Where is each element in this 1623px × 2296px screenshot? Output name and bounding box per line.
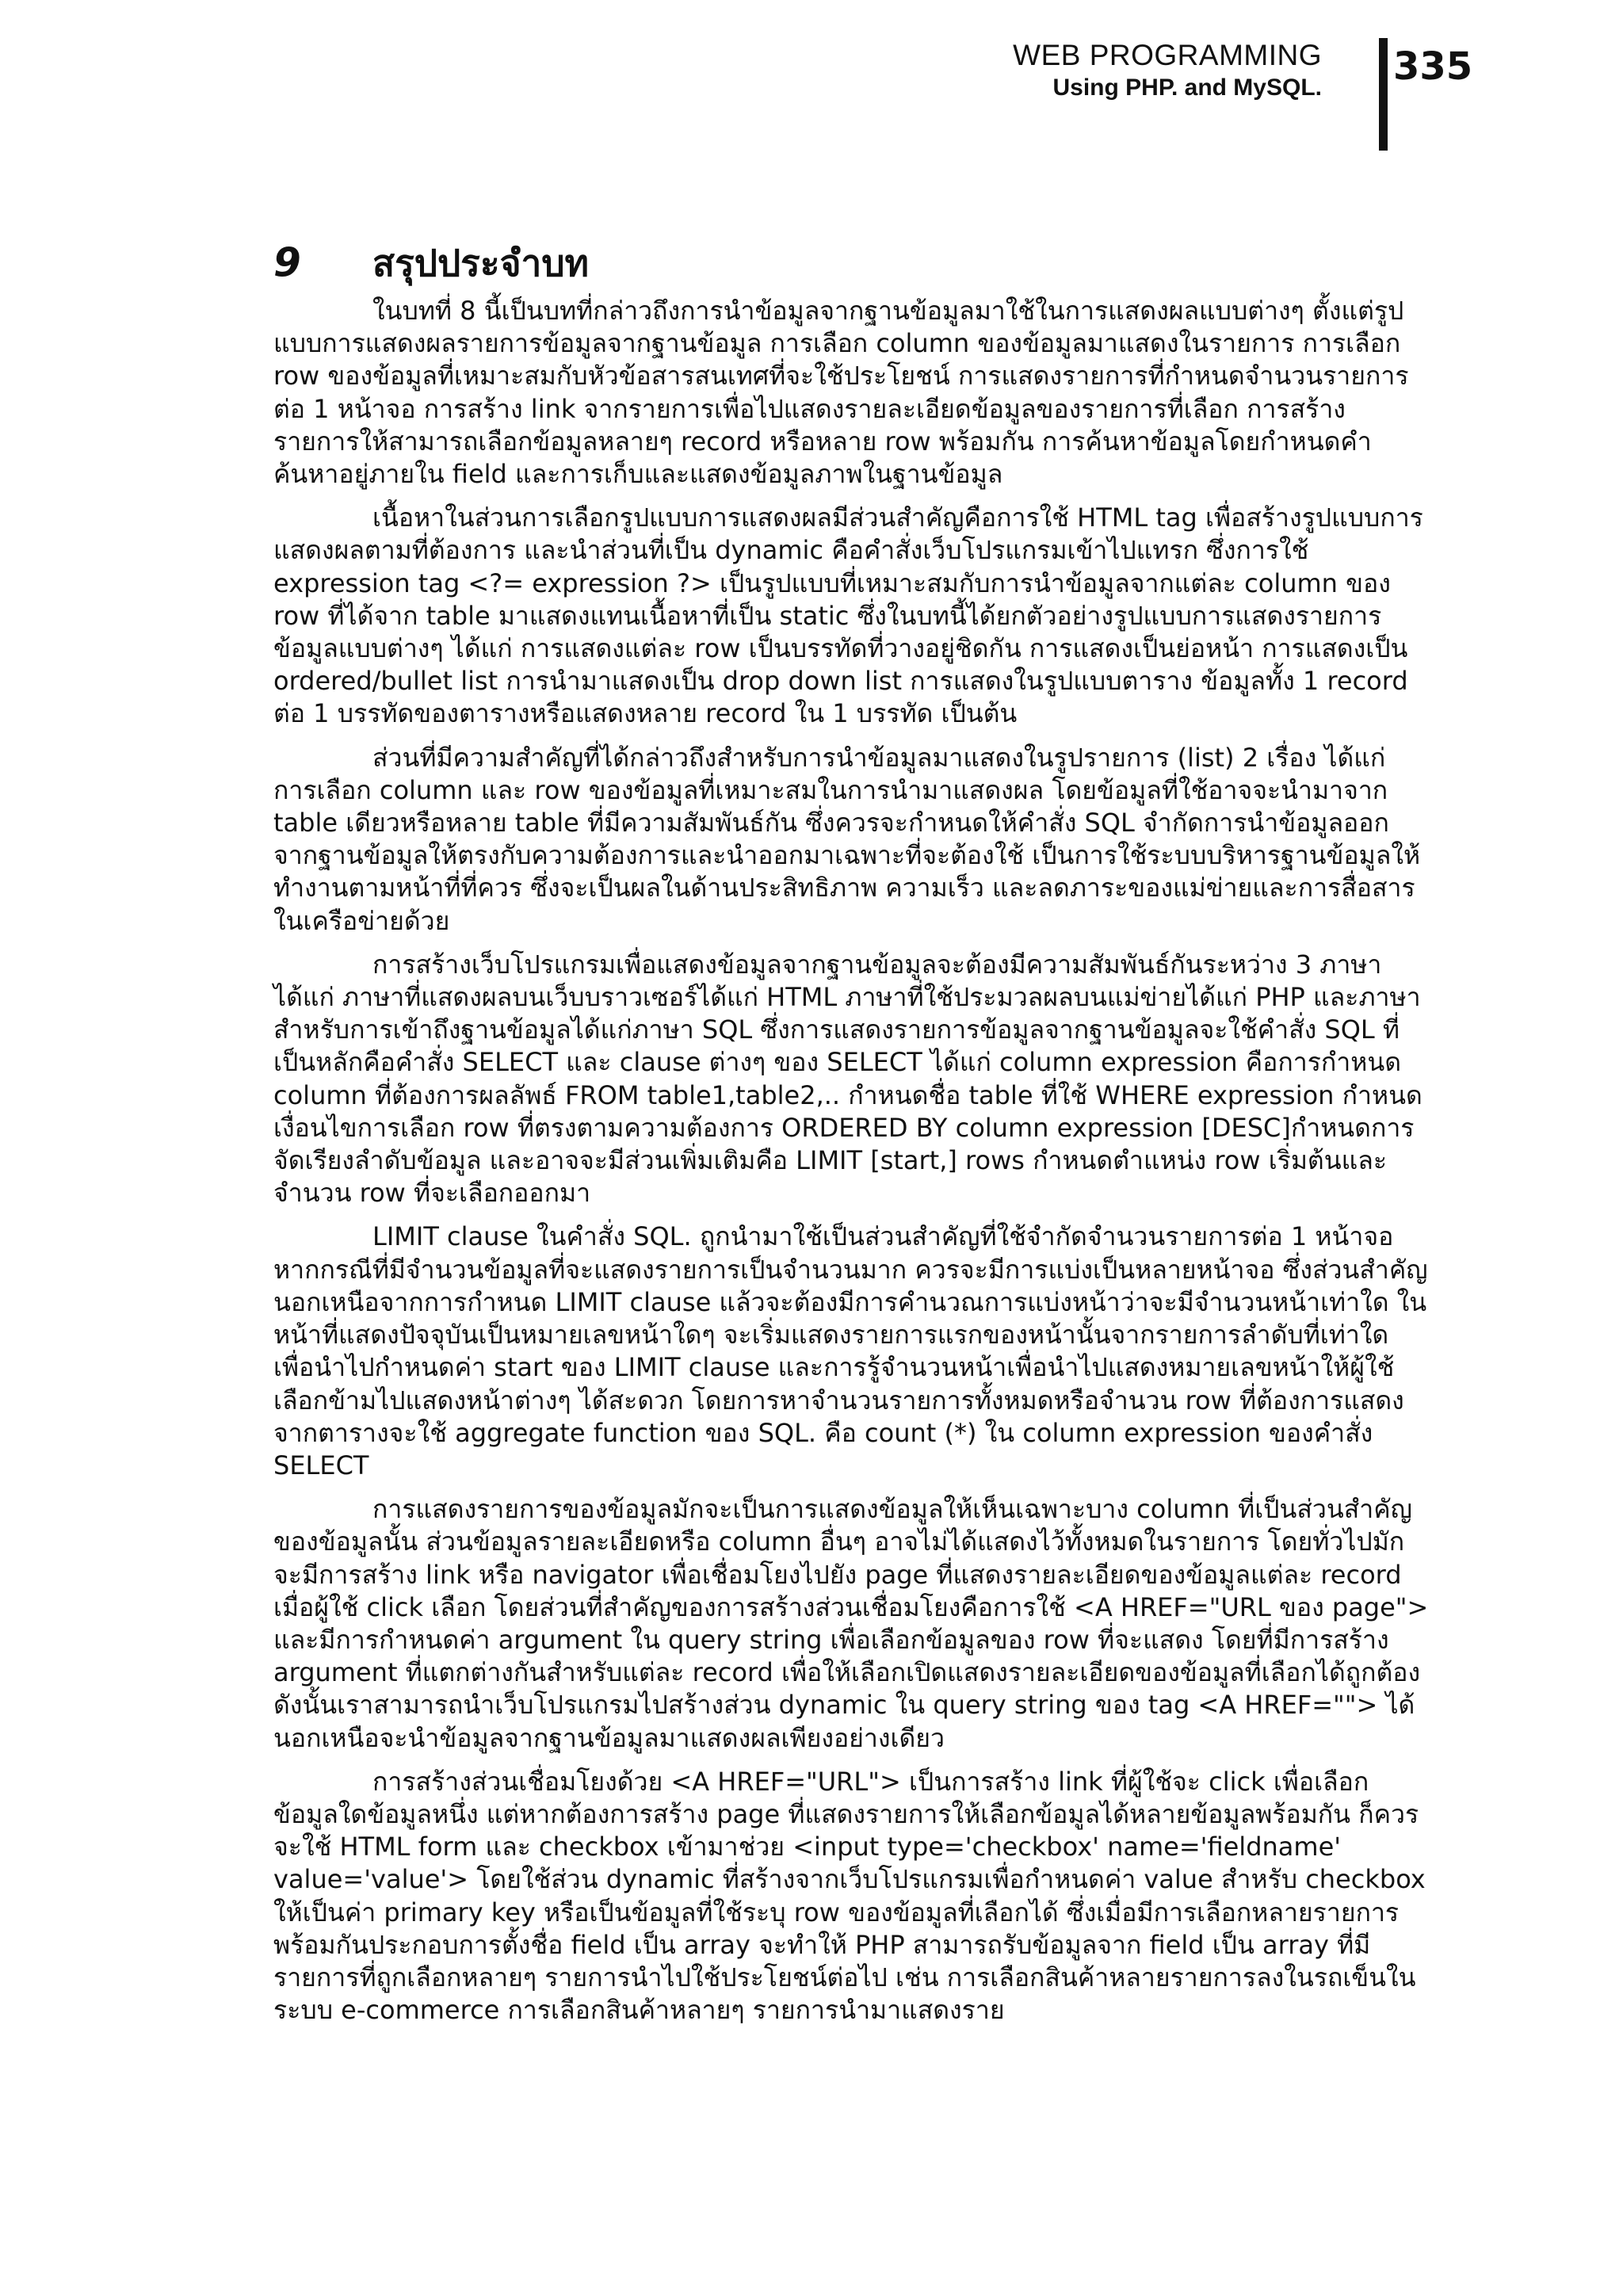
chapter-heading: [273, 235, 589, 290]
paragraph-5: LIMIT clause ในคำสั่ง SQL. ถูกนำมาใช้เป็นส่วนสำคัญที่ใช้จำกัดจำนวนรายการต่อ 1 หน้าจอ หากกรณีที่มีจำนวนข้อมูลที่จะแสดงรายการเป็นจำนวนมาก ควรจะมีการแบ่งเป็นหลายหน้าจอ ซึ่งส่วนสำคัญนอกเหนือจากการกำหนด LIMIT clause แล้วจะต้องมีการคำนวณการแบ่งหน้าว่าจะมีจำนวนหน้าเท่าใด ในหน้าที่แสดงปัจจุบันเป็นหมายเลขหน้าใดๆ จะเริ่มแสดงรายการแรกของหน้านั้นจากรายการลำดับที่เท่าใด เพื่อนำไปกำหนดค่า start ของ LIMIT clause และการรู้จำนวนหน้าเพื่อนำไปแสดงหมายเลขหน้าให้ผู้ใช้เลือกข้ามไปแสดงหน้าต่างๆ ได้สะดวก โดยการหาจำนวนรายการทั้งหมดหรือจำนวน row ที่ต้องการแสดงจากตารางจะใช้ aggregate function ของ SQL. คือ count (*) ใน column expression ของคำสั่ง SELECT: [273, 1221, 1428, 1480]
body-text: [273, 295, 1430, 2038]
running-header-title: WEB PROGRAMMING: [1013, 39, 1322, 71]
page-number: 335: [1393, 44, 1473, 89]
paragraph-4: การสร้างเว็บโปรแกรมเพื่อแสดงข้อมูลจากฐานข้อมูลจะต้องมีความสัมพันธ์กันระหว่าง 3 ภาษา ได้แก่ ภาษาที่แสดงผลบนเว็บบราวเซอร์ได้แก่ HTML ภาษาที่ใช้ประมวลผลบนแม่ข่ายได้แก่ PHP และภาษาสำหรับการเข้าถึงฐานข้อมูลได้แก่ภาษา SQL ซึ่งการแสดงรายการข้อมูลจากฐานข้อมูลจะใช้คำสั่ง SQL ที่เป็นหลักคือคำสั่ง SELECT และ clause ต่างๆ ของ SELECT ได้แก่ column expression คือการกำหนด column ที่ต้องการผลลัพธ์ FROM table1,table2,.. กำหนดชื่อ table ที่ใช้ WHERE expression กำหนดเงื่อนไขการเลือก row ที่ตรงตามความต้องการ ORDERED BY column expression [DESC]กำหนดการจัดเรียงลำดับข้อมูล และอาจจะมีส่วนเพิ่มเติมคือ LIMIT [start,] rows กำหนดตำแหน่ง row เริ่มต้นและจำนวน row ที่จะเลือกออกมา: [273, 949, 1423, 1209]
paragraph-7: การสร้างส่วนเชื่อมโยงด้วย <A HREF="URL"> เป็นการสร้าง link ที่ผู้ใช้จะ click เพื่อเลือกข้อมูลใดข้อมูลหนึ่ง แต่หากต้องการสร้าง page ที่แสดงรายการให้เลือกข้อมูลได้หลายข้อมูลพร้อมกัน ก็ควรจะใช้ HTML form และ checkbox เข้ามาช่วย <input type='checkbox' name='fieldname' value='value'> โดยใช้ส่วน dynamic ที่สร้างจากเว็บโปรแกรมเพื่อกำหนดค่า value สำหรับ checkbox ให้เป็นค่า primary key หรือเป็นข้อมูลที่ใช้ระบุ row ของข้อมูลที่เลือกได้ ซึ่งเมื่อมีการเลือกหลายรายการพร้อมกันประกอบการตั้งชื่อ field เป็น array จะทำให้ PHP สามารถรับข้อมูลจาก field เป็น array ที่มีรายการที่ถูกเลือกหลายๆ รายการนำไปใช้ประโยชน์ต่อไป เช่น การเลือกสินค้าหลายรายการลงในรถเข็นในระบบ e-commerce การเลือกสินค้าหลายๆ รายการนำมาแสดงราย: [273, 1766, 1426, 2026]
chapter-number: 9: [273, 239, 301, 285]
running-header-subtitle: Using PHP. and MySQL.: [1052, 74, 1322, 101]
running-header: [989, 38, 1322, 103]
paragraph-2: เนื้อหาในส่วนการเลือกรูปแบบการแสดงผลมีส่วนสำคัญคือการใช้ HTML tag เพื่อสร้างรูปแบบการแสดงผลตามที่ต้องการ และนำส่วนที่เป็น dynamic คือคำสั่งเว็บโปรแกรมเข้าไปแทรก ซึ่งการใช้ expression tag <?= expression ?> เป็นรูปแบบที่เหมาะสมกับการนำข้อมูลจากแต่ละ column ของ row ที่ได้จาก table มาแสดงแทนเนื้อหาที่เป็น static ซึ่งในบทนี้ได้ยกตัวอย่างรูปแบบการแสดงรายการข้อมูลแบบต่างๆ ได้แก่ การแสดงแต่ละ row เป็นบรรทัดที่วางอยู่ชิดกัน การแสดงเป็นย่อหน้า การแสดงเป็น ordered/bullet list การนำมาแสดงเป็น drop down list การแสดงในรูปแบบตาราง ข้อมูลทั้ง 1 record ต่อ 1 บรรทัดของตารางหรือแสดงหลาย record ใน 1 บรรทัด เป็นต้น: [273, 502, 1423, 729]
paragraph-3: ส่วนที่มีความสำคัญที่ได้กล่าวถึงสำหรับการนำข้อมูลมาแสดงในรูปรายการ (list) 2 เรื่อง ได้แก่ การเลือก column และ row ของข้อมูลที่เหมาะสมในการนำมาแสดงผล โดยข้อมูลที่ใช้อาจจะนำมาจาก table เดียวหรือหลาย table ที่มีความสัมพันธ์กัน ซึ่งควรจะกำหนดให้คำสั่ง SQL จำกัดการนำข้อมูลออกจากฐานข้อมูลให้ตรงกับความต้องการและนำออกมาเฉพาะที่จะต้องใช้ เป็นการใช้ระบบบริหารฐานข้อมูลให้ทำงานตามหน้าที่ที่ควร ซึ่งจะเป็นผลในด้านประสิทธิภาพ ความเร็ว และลดภาระของแม่ข่ายและการสื่อสารในเครือข่ายด้วย: [273, 742, 1421, 936]
chapter-title: สรุปประจำบท: [372, 242, 589, 285]
page-header: [0, 38, 1623, 157]
header-divider-bar: [1379, 38, 1388, 151]
paragraph-6: การแสดงรายการของข้อมูลมักจะเป็นการแสดงข้อมูลให้เห็นเฉพาะบาง column ที่เป็นส่วนสำคัญของข้อมูลนั้น ส่วนข้อมูลรายละเอียดหรือ column อื่นๆ อาจไม่ได้แสดงไว้ทั้งหมดในรายการ โดยทั่วไปมักจะมีการสร้าง link หรือ navigator เพื่อเชื่อมโยงไปยัง page ที่แสดงรายละเอียดของข้อมูลแต่ละ record เมื่อผู้ใช้ click เลือก โดยส่วนที่สำคัญของการสร้างส่วนเชื่อมโยงคือการใช้ <A HREF="URL ของ page"> และมีการกำหนดค่า argument ใน query string เพื่อเลือกข้อมูลของ row ที่จะแสดง โดยที่มีการสร้าง argument ที่แตกต่างกันสำหรับแต่ละ record เพื่อให้เลือกเปิดแสดงรายละเอียดของข้อมูลที่เลือกได้ถูกต้อง ดังนั้นเราสามารถนำเว็บโปรแกรมไปสร้างส่วน dynamic ใน query string ของ tag <A HREF=""> ได้นอกเหนือจะนำข้อมูลจากฐานข้อมูลมาแสดงผลเพียงอย่างเดียว: [273, 1494, 1429, 1753]
paragraph-1: ในบทที่ 8 นี้เป็นบทที่กล่าวถึงการนำข้อมูลจากฐานข้อมูลมาใช้ในการแสดงผลแบบต่างๆ ตั้งแต่รูปแบบการแสดงผลรายการข้อมูลจากฐานข้อมูล การเลือก column ของข้อมูลมาแสดงในรายการ การเลือก row ของข้อมูลที่เหมาะสมกับหัวข้อสารสนเทศที่จะใช้ประโยชน์ การแสดงรายการที่กำหนดจำนวนรายการต่อ 1 หน้าจอ การสร้าง link จากรายการเพื่อไปแสดงรายละเอียดข้อมูลของรายการที่เลือก การสร้างรายการให้สามารถเลือกข้อมูลหลายๆ record หรือหลาย row พร้อมกัน การค้นหาข้อมูลโดยกำหนดคำค้นหาอยู่ภายใน field และการเก็บและแสดงข้อมูลภาพในฐานข้อมูล: [273, 296, 1409, 490]
